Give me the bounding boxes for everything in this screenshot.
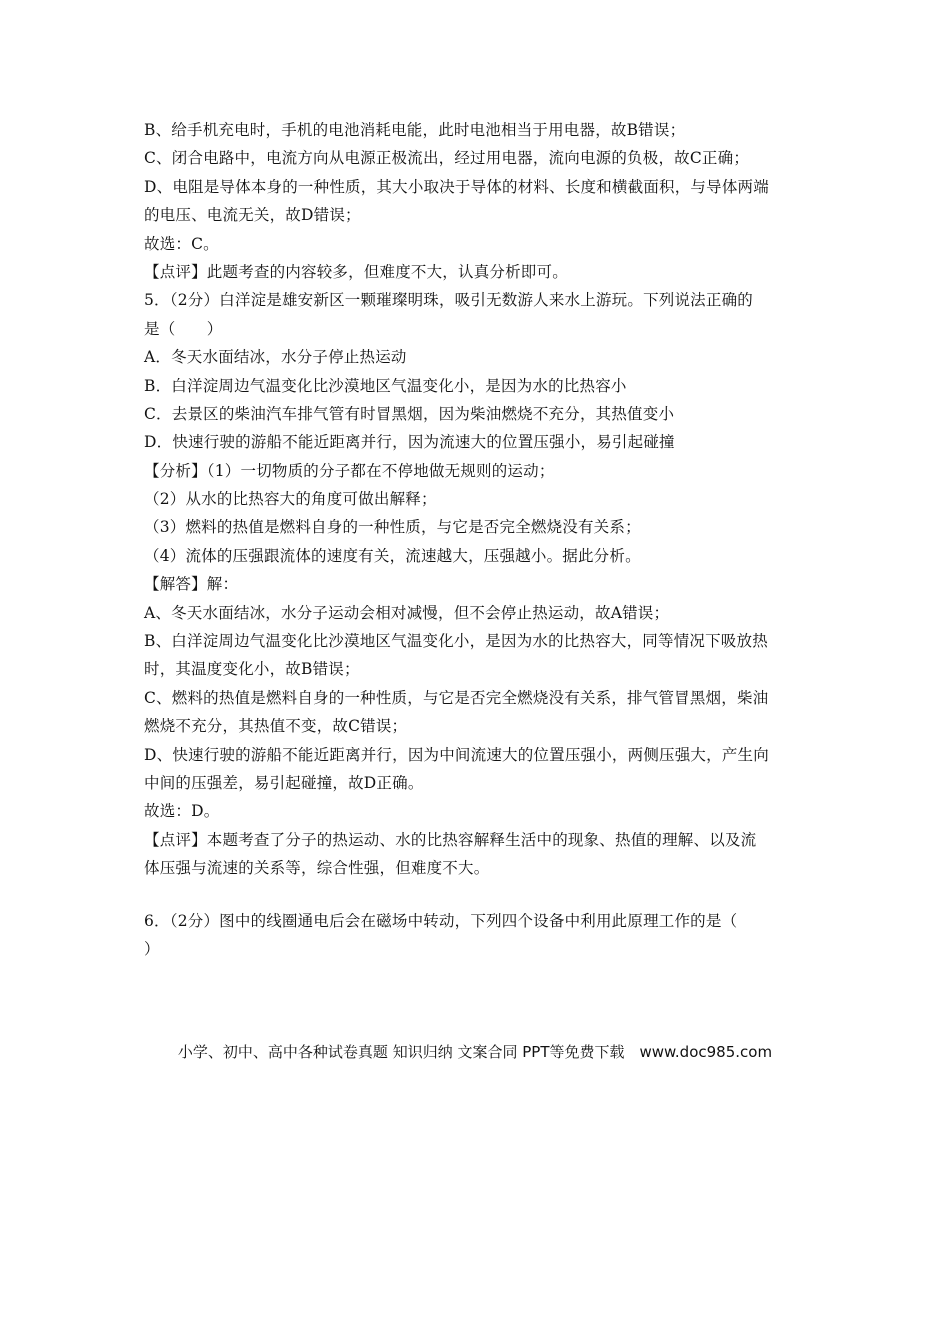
- answer-line: 故选：D。: [144, 802, 220, 821]
- q4-answer-tail: [144, 116, 812, 286]
- page-footer: 小学、初中、高中各种试卷真题 知识归纳 文案合同 PPT等免费下载 www.doc985.com: [177, 1043, 773, 1061]
- analysis-line: （4）流体的压强跟流体的速度有关，流速越大，压强越小。据此分析。: [144, 546, 641, 565]
- answer-line: A、冬天水面结冰，水分子运动会相对减慢，但不会停止热运动，故A错误；: [144, 603, 670, 622]
- answer-line: 中间的压强差，易引起碰撞，故D正确。: [144, 773, 424, 792]
- question-stem-line: 5．（2分）白洋淀是雄安新区一颗璀璨明珠，吸引无数游人来水上游玩。下列说法正确的: [144, 291, 753, 310]
- text-line: D、电阻是导体本身的一种性质，其大小取决于导体的材料、长度和横截面积，与导体两端: [144, 177, 769, 196]
- text-line: 的电压、电流无关，故D错误；: [144, 206, 361, 225]
- text-line: C、闭合电路中，电流方向从电源正极流出，经过用电器，流向电源的负极，故C正确；: [144, 149, 750, 168]
- analysis-line: （3）燃料的热值是燃料自身的一种性质，与它是否完全燃烧没有关系；: [144, 518, 641, 537]
- answer-line: D、快速行驶的游船不能近距离并行，因为中间流速大的位置压强小，两侧压强大，产生向: [144, 745, 769, 764]
- text-line: B、给手机充电时，手机的电池消耗电能，此时电池相当于用电器，故B错误；: [144, 121, 686, 139]
- document-body: [144, 116, 812, 963]
- option-d: D．快速行驶的游船不能近距离并行，因为流速大的位置压强小，易引起碰撞: [144, 433, 675, 452]
- question-5: [144, 286, 812, 882]
- question-stem-line: ）: [144, 939, 160, 958]
- comment-line: 【点评】此题考查的内容较多，但难度不大，认真分析即可。: [144, 262, 568, 281]
- option-c: C．去景区的柴油汽车排气管有时冒黑烟，因为柴油燃烧不充分，其热值变小: [144, 404, 675, 423]
- comment-line: 【点评】本题考查了分子的热运动、水的比热容解释生活中的现象、热值的理解、以及流: [144, 830, 757, 849]
- comment-line: 体压强与流速的关系等，综合性强，但难度不大。: [144, 859, 490, 878]
- option-b: B．白洋淀周边气温变化比沙漠地区气温变化小，是因为水的比热容小: [144, 376, 627, 395]
- question-stem-line: 6．（2分）图中的线圈通电后会在磁场中转动，下列四个设备中利用此原理工作的是（: [144, 911, 738, 930]
- option-a: A．冬天水面结冰，水分子停止热运动: [144, 348, 407, 367]
- analysis-line: 【分析】（1）一切物质的分子都在不停地做无规则的运动；: [144, 461, 555, 480]
- paragraph-gap: [144, 883, 812, 907]
- answer-line: B、白洋淀周边气温变化比沙漠地区气温变化小，是因为水的比热容大，同等情况下吸放热: [144, 632, 768, 651]
- analysis-line: （2）从水的比热容大的角度可做出解释；: [144, 490, 437, 509]
- text-line: 故选：C。: [144, 234, 219, 253]
- answer-line: 燃烧不充分，其热值不变，故C错误；: [144, 717, 408, 736]
- question-6: [144, 907, 812, 964]
- answer-line: C、燃料的热值是燃料自身的一种性质，与它是否完全燃烧没有关系，排气管冒黑烟，柴油: [144, 688, 769, 707]
- answer-line: 【解答】解：: [144, 575, 239, 594]
- answer-line: 时，其温度变化小，故B错误；: [144, 660, 360, 679]
- question-stem-line: 是（ ）: [144, 319, 223, 338]
